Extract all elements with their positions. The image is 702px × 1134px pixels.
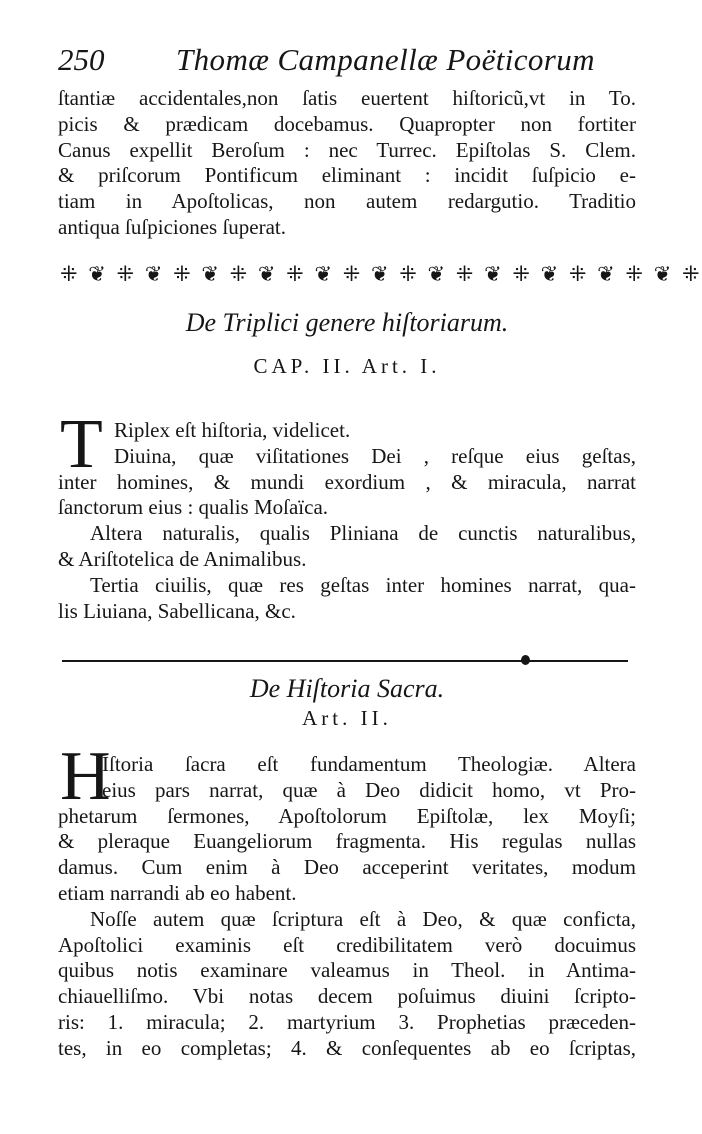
text-line: Diuina, quæ viſitationes Dei , reſque eius geſtas,: [114, 443, 636, 468]
text-line: etiam narrandi ab eo habent.: [58, 880, 297, 905]
drop-cap-h: H: [60, 738, 111, 815]
text-line: inter homines, & mundi exordium , & miracula, narrat: [58, 469, 636, 494]
text-line: Iſtoria ſacra eſt fundamentum Theologiæ. Altera: [102, 752, 636, 776]
ornament-band: ⁜ ❦ ⁜ ❦ ⁜ ❦ ⁜ ❦ ⁜ ❦ ⁜ ❦ ⁜ ❦ ⁜ ❦ ⁜ ❦ ⁜ ❦ ⁜ ❦ ⁜: [60, 262, 702, 286]
page-number: 250: [58, 42, 105, 77]
article-heading: Art. II.: [302, 706, 392, 730]
text-line: Riplex eſt hiſtoria, videlicet.: [114, 418, 351, 442]
text-line: Apoſtolici examinis eſt credibilitatem verò docuimus: [58, 932, 636, 957]
text-line: tes, in eo completas; 4. & conſequentes ab eo ſcriptas,: [58, 1035, 636, 1060]
text-line: ris: 1. miracula; 2. martyrium 3. Prophetias præceden-: [58, 1009, 636, 1034]
text-line: ſtantiæ accidentales,non ſatis euertent hiſtoricũ,vt in To.: [58, 86, 636, 110]
text-line: & pleraque Euangeliorum fragmenta. His regulas nullas: [58, 829, 636, 854]
text-line: antiqua ſuſpiciones ſuperat.: [58, 214, 287, 239]
section-title-triplici: De Triplici genere hiſtoriarum.: [185, 308, 509, 337]
text-line: & Ariſtotelica de Animalibus.: [58, 546, 307, 571]
text-line: & priſcorum Pontificum eliminant : incidit ſuſpicio e-: [58, 163, 636, 188]
text-line: Noſſe autem quæ ſcriptura eſt à Deo, & quæ conficta,: [90, 906, 636, 931]
intro-paragraph: [58, 86, 636, 241]
section2-body: [58, 752, 636, 1062]
running-title: Thomæ Campanellæ Poëticorum: [176, 42, 595, 77]
text-line: chiauelliſmo. Vbi notas decem poſuimus diuini ſcripto-: [58, 984, 636, 1009]
section-divider: [62, 660, 628, 662]
chapter-heading: CAP. II. Art. I.: [253, 354, 441, 378]
text-line: Tertia ciuilis, quæ res geſtas inter homines narrat, qua-: [90, 572, 636, 597]
text-line: picis & prædicam docebamus. Quapropter non fortiter: [58, 111, 636, 136]
text-line: damus. Cum enim à Deo acceperint veritates, modum: [58, 855, 636, 880]
divider-dot: [521, 655, 530, 665]
section1-body: [58, 418, 636, 624]
text-line: tiam in Apoſtolicas, non autem redargutio. Traditio: [58, 189, 636, 214]
text-line: ſanctorum eius : qualis Moſaïca.: [58, 495, 329, 520]
section-title-sacra: De Hiſtoria Sacra.: [249, 674, 445, 703]
text-line: Altera naturalis, qualis Pliniana de cunctis naturalibus,: [90, 521, 636, 546]
page-header: [58, 38, 628, 82]
text-line: Canus expellit Beroſum : nec Turrec. Epiſtolas S. Clem.: [58, 137, 636, 162]
text-line: eius pars narrat, quæ à Deo didicit homo, vt Pro-: [102, 777, 636, 802]
text-line: phetarum ſermones, Apoſtolorum Epiſtolæ, lex Moyſi;: [58, 803, 636, 828]
text-line: lis Liuiana, Sabellicana, &c.: [58, 598, 296, 623]
text-line: quibus notis examinare valeamus in Theol. in Antima-: [58, 958, 636, 983]
drop-cap-t: T: [60, 406, 103, 483]
